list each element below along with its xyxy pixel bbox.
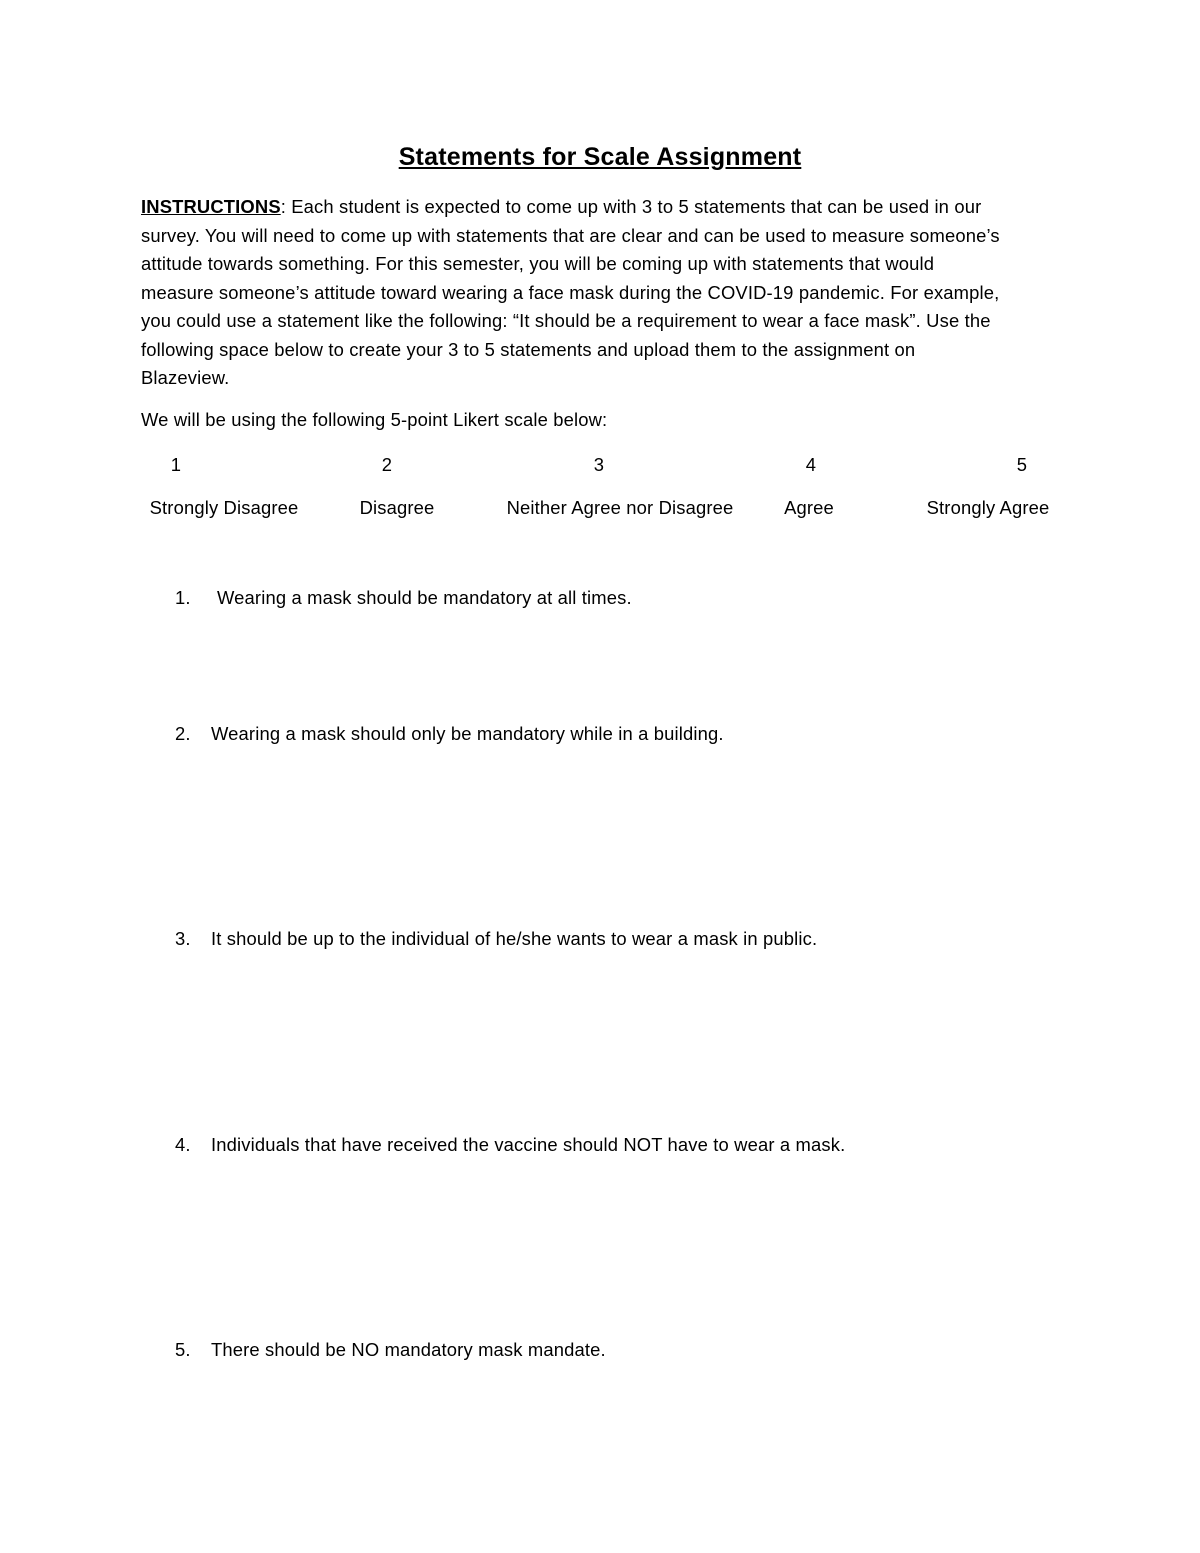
instructions-paragraph [141, 193, 1056, 393]
scale-label-strongly-agree: Strongly Agree [926, 497, 1050, 518]
statement-number: 4. [175, 1134, 191, 1155]
statement-text: It should be up to the individual of he/she wants to wear a mask in public. [211, 928, 818, 949]
instructions-line-3: attitude towards something. For this semester, you will be coming up with statements that would [141, 253, 935, 274]
scale-label-disagree: Disagree [359, 497, 435, 518]
instructions-line-5: you could use a statement like the following: “It should be a requirement to wear a face mask”. Use the [141, 310, 991, 331]
statement-text: Individuals that have received the vaccine should NOT have to wear a mask. [211, 1134, 846, 1155]
statement-text: Wearing a mask should only be mandatory while in a building. [211, 723, 724, 744]
statement-number: 1. [175, 587, 191, 608]
statement-number: 3. [175, 928, 191, 949]
instructions-line-7: Blazeview. [141, 367, 230, 388]
instructions-label: INSTRUCTIONS [141, 196, 281, 217]
page-title: Statements for Scale Assignment [398, 143, 802, 171]
scale-number-3: 3 [593, 454, 605, 475]
statement-number: 2. [175, 723, 191, 744]
scale-intro: We will be using the following 5-point Likert scale below: [141, 409, 608, 430]
instructions-line-6: following space below to create your 3 to 5 statements and upload them to the assignment on [141, 338, 916, 360]
scale-label-agree: Agree [784, 497, 834, 518]
statement-text: There should be NO mandatory mask mandate. [211, 1339, 606, 1360]
instructions-line-2: survey. You will need to come up with statements that are clear and can be used to measure someone’s [141, 224, 1000, 246]
scale-number-1: 1 [170, 454, 182, 475]
statement-text: Wearing a mask should be mandatory at all times. [217, 587, 632, 608]
scale-number-2: 2 [381, 454, 393, 475]
scale-label-strongly-disagree: Strongly Disagree [149, 497, 299, 518]
instructions-colon: : [280, 196, 286, 217]
scale-number-4: 4 [805, 454, 817, 475]
scale-label-neutral: Neither Agree nor Disagree [506, 497, 734, 518]
instructions-line-4: measure someone’s attitude toward wearing a face mask during the COVID-19 pandemic. For example, [141, 281, 1000, 303]
scale-number-5: 5 [1016, 454, 1028, 475]
statement-number: 5. [175, 1339, 191, 1360]
instructions-line-1: Each student is expected to come up with 3 to 5 statements that can be used in our [286, 196, 982, 217]
